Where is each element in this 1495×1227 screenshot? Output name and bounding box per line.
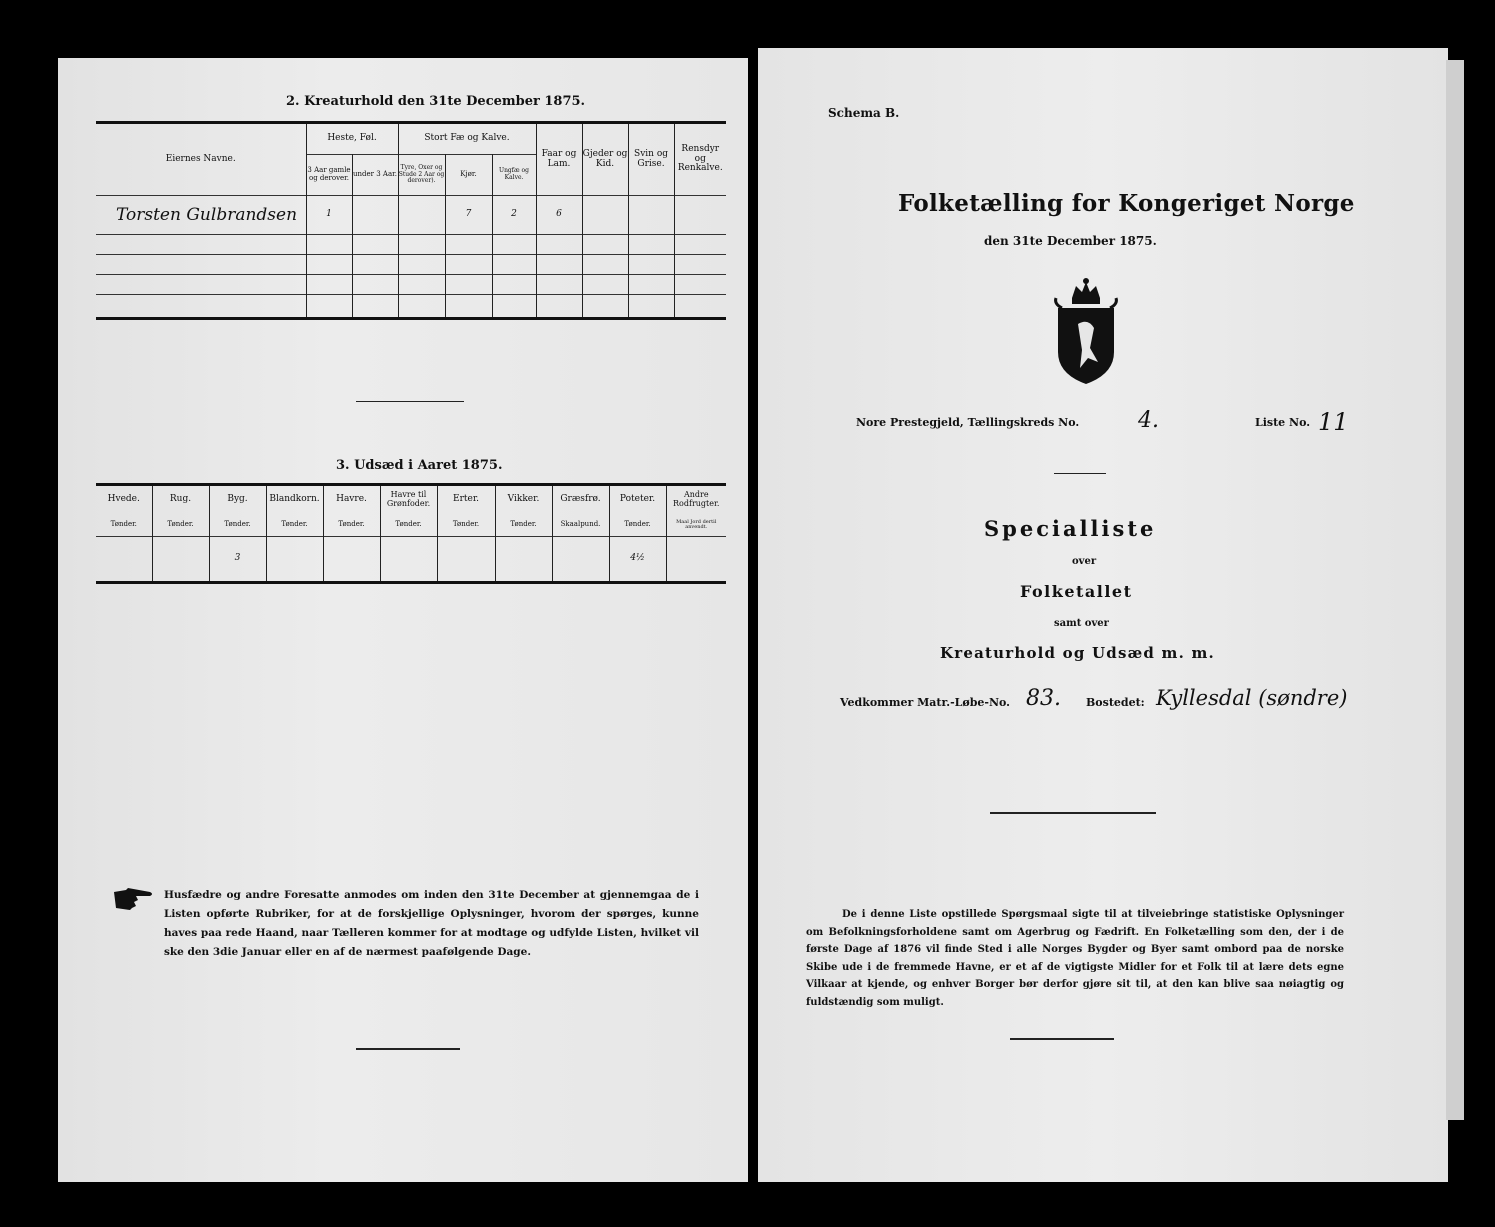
sowing-unit: Tønder. — [266, 514, 323, 537]
subheader-ungfae: Ungfæ og Kalve. — [492, 155, 536, 196]
kjor-value: 7 — [445, 196, 492, 235]
sowing-unit: Tønder. — [152, 514, 209, 537]
owner-name: Torsten Gulbrandsen — [96, 196, 306, 235]
tallingskreds-label: Tællingskreds No. — [967, 416, 1080, 429]
sowing-unit: Tønder. — [323, 514, 380, 537]
header-names: Eiernes Navne. — [96, 123, 306, 196]
pointing-hand-icon — [112, 886, 156, 916]
heste-3aar-value: 1 — [306, 196, 352, 235]
left-page — [58, 58, 748, 1182]
subheader-kjor: Kjør. — [445, 155, 492, 196]
sowing-unit: Skaalpund. — [552, 514, 609, 537]
info-text: De i denne Liste opstillede Spørgsmaal sigte til at tilveiebringe statistiske Oplysninger om Befolkningsforholdene samt om Agerbrug og Fædrift. En Folketælling som den, der i de første Dage af 1876 vil finde Sted i alle Norges Bygder og Byer samt ombord paa de norske Skibe ude i de fremmede Havne, er et af de vigtigste Midler for et Folk til at lære dets egne Vilkaar at kjende, og enhver Borger bør derfor gjøre sit til, at den kan blive saa nøiagtig og fuldstændig som muligt. — [806, 909, 1344, 1008]
section2-title: 2. Kreaturhold den 31te December 1875. — [286, 94, 586, 109]
sowing-header: Græsfrø. — [552, 485, 609, 515]
coat-of-arms-icon — [1050, 278, 1122, 390]
sowing-header: Poteter. — [609, 485, 666, 515]
sowing-header: Hvede. — [96, 485, 152, 515]
sowing-unit: Tønder. — [209, 514, 266, 537]
census-date: den 31te December 1875. — [984, 234, 1157, 248]
sowing-value — [380, 537, 437, 583]
table-row — [96, 537, 726, 583]
sowing-value — [437, 537, 495, 583]
section3-title: 3. Udsæd i Aaret 1875. — [336, 458, 503, 473]
sowing-unit: Tønder. — [96, 514, 152, 537]
kreaturhold-heading: Kreaturhold og Udsæd m. m. — [940, 644, 1215, 662]
sowing-unit: Tønder. — [609, 514, 666, 537]
sowing-unit: Maal Jord dertil anvendt. — [666, 514, 726, 537]
sowing-value — [266, 537, 323, 583]
header-gjeder: Gjeder og Kid. — [582, 123, 628, 196]
sowing-value — [495, 537, 552, 583]
prestegjeld-label: Nore Prestegjeld, — [856, 416, 964, 429]
sowing-unit: Tønder. — [380, 514, 437, 537]
sowing-header: Rug. — [152, 485, 209, 515]
divider — [1010, 1038, 1114, 1040]
subheader-3aar: 3 Aar gamle og derover. — [306, 155, 352, 196]
table-row — [96, 196, 726, 235]
divider — [1054, 473, 1106, 474]
matr-no: 83. — [1026, 686, 1061, 711]
district-label — [856, 416, 1079, 429]
divider — [356, 1048, 460, 1050]
header-svin: Svin og Grise. — [628, 123, 674, 196]
sowing-header: Blandkorn. — [266, 485, 323, 515]
sowing-table — [96, 483, 726, 584]
sowing-unit: Tønder. — [495, 514, 552, 537]
right-page — [758, 48, 1448, 1182]
sowing-header: Havre. — [323, 485, 380, 515]
sowing-value — [96, 537, 152, 583]
liste-no: 11 — [1318, 408, 1349, 436]
header-rensdyr: Rensdyr og Renkalve. — [674, 123, 726, 196]
sowing-unit-row — [96, 514, 726, 537]
sowing-header: Andre Rodfrugter. — [666, 485, 726, 515]
sowing-header: Erter. — [437, 485, 495, 515]
over-text: over — [1072, 556, 1097, 567]
sowing-value: 3 — [209, 537, 266, 583]
notice-text: Husfædre og andre Foresatte anmodes om inden den 31te December at gjennemgaa de i Listen opførte Rubriker, for at de forskjellige Oplysninger, hvorom der spørges, kunne haves paa rede Haand, naar Tælleren kommer for at modtage og udfylde Listen, hvilket vil ske den 3die Januar eller en af de nærmest paafølgende Dage. — [164, 889, 699, 958]
sowing-header: Vikker. — [495, 485, 552, 515]
specialliste-heading: Specialliste — [984, 516, 1157, 541]
sowing-value: 4½ — [609, 537, 666, 583]
bostedet-value: Kyllesdal (søndre) — [1156, 686, 1348, 710]
header-heste: Heste, Føl. — [306, 123, 398, 155]
divider — [990, 812, 1156, 814]
schema-label: Schema B. — [828, 106, 900, 120]
tallingskreds-no: 4. — [1138, 408, 1159, 433]
divider — [356, 401, 464, 402]
sowing-value — [666, 537, 726, 583]
subheader-under3: under 3 Aar. — [352, 155, 398, 196]
bostedet-label: Bostedet: — [1086, 696, 1145, 709]
header-stort-fae: Stort Fæ og Kalve. — [398, 123, 536, 155]
matr-label: Vedkommer Matr.-Løbe-No. — [840, 696, 1010, 709]
samt-over-text: samt over — [1054, 618, 1109, 629]
sowing-header: Byg. — [209, 485, 266, 515]
subheader-tyre: Tyre, Oxer og Stude 2 Aar og derover). — [398, 155, 445, 196]
sowing-value — [323, 537, 380, 583]
page-edge — [1446, 60, 1464, 1120]
ungfae-value: 2 — [492, 196, 536, 235]
folketallet-heading: Folketallet — [1020, 582, 1133, 601]
liste-label: Liste No. — [1255, 416, 1311, 429]
header-faar: Faar og Lam. — [536, 123, 582, 196]
livestock-table — [96, 121, 726, 320]
sowing-header: Havre til Grønfoder. — [380, 485, 437, 515]
sowing-unit: Tønder. — [437, 514, 495, 537]
page-title: Folketælling for Kongeriget Norge — [898, 190, 1355, 217]
sowing-header-row — [96, 485, 726, 515]
sowing-value — [152, 537, 209, 583]
faar-value: 6 — [536, 196, 582, 235]
sowing-value — [552, 537, 609, 583]
